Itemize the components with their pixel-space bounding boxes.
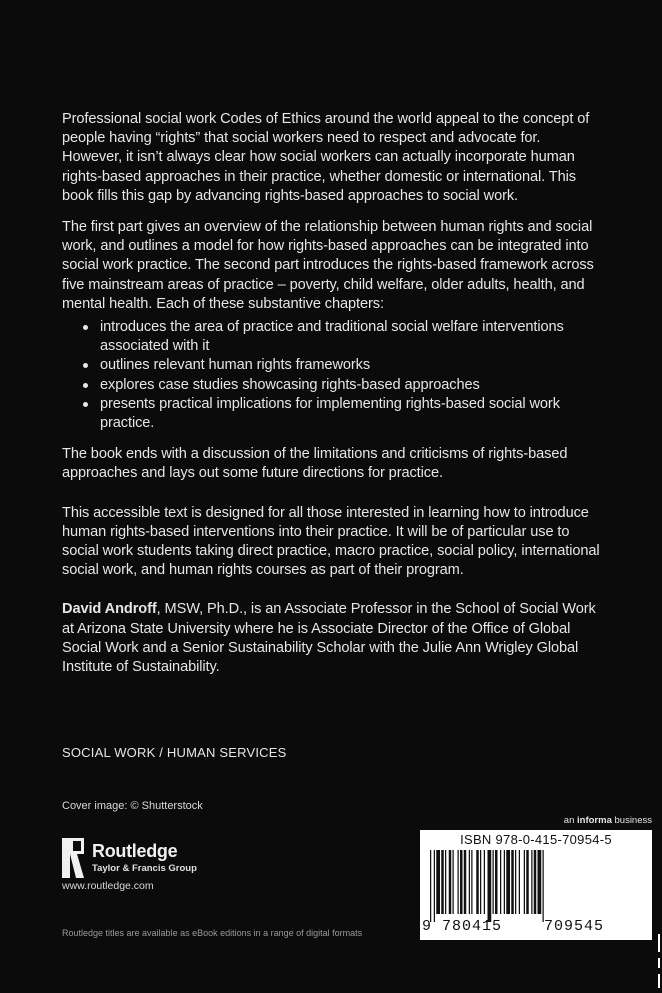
- blurb-paragraph-4: This accessible text is designed for all those interested in learning how to introduce human rights-based interventions into their practice. It will be of particular use to social work students taking direct practice, macro practice, social policy, international social work, and human rights courses as part of their program.: [62, 504, 600, 579]
- back-cover-blurb: [62, 110, 602, 677]
- ebook-note: Routledge titles are available as eBook editions in a range of digital formats: [62, 928, 363, 938]
- informa-bold: informa: [577, 815, 612, 826]
- edge-mark: [655, 930, 662, 993]
- routledge-logo-icon: [62, 838, 84, 878]
- author-name: David Androff: [62, 601, 157, 618]
- publisher-name: Routledge: [92, 841, 178, 861]
- list-item: explores case studies showcasing rights-based approaches: [86, 376, 602, 395]
- barcode-group-1: 780415: [442, 918, 503, 935]
- list-item: presents practical implications for implementing rights-based social work practice.: [86, 395, 602, 433]
- informa-prefix: an: [563, 815, 578, 826]
- blurb-paragraph-2: The first part gives an overview of the relationship between human rights and social work, and outlines a model for how rights-based approaches can be integrated into social work practice. The second part introduces the rights-based framework across five mainstream areas of practice – poverty, child welfare, older adults, health, and mental health. Each of these substantive chapters:: [62, 219, 594, 312]
- barcode-bars: [430, 850, 642, 922]
- blurb-paragraph-1: Professional social work Codes of Ethics around the world appeal to the concept of people having “rights” that social workers need to respect and advocate for. However, it isn’t always clear how social workers can actually incorporate human rights-based approaches in their practice, whether domestic or international. This book fills this gap by advancing rights-based approaches to social work.: [62, 111, 590, 204]
- publisher-website: www.routledge.com: [62, 880, 154, 892]
- blurb-paragraph-3: The book ends with a discussion of the limitations and criticisms of rights-based approaches and lays out some future directions for practice.: [62, 446, 568, 482]
- informa-business-tag: [420, 812, 652, 830]
- barcode-group-2: 709545: [544, 918, 605, 935]
- informa-suffix: business: [611, 815, 652, 826]
- author-bio-text: , MSW, Ph.D., is an Associate Professor in the School of Social Work at Arizona State University where he is Associate Director of the Office of Global Social Work and a Senior Sustainability Scholar with the Julie Ann Wrigley Global Institute of Sustainability.: [62, 601, 596, 676]
- subject-category: SOCIAL WORK / HUMAN SERVICES: [62, 745, 287, 760]
- chapter-features-list: [62, 318, 602, 433]
- isbn-label: ISBN 978-0-415-70954-5: [460, 832, 612, 847]
- barcode-lead-digit: 9: [422, 918, 432, 935]
- cover-image-credit: Cover image: © Shutterstock: [62, 800, 203, 812]
- publisher-logo: [62, 838, 252, 878]
- author-bio: [62, 600, 602, 677]
- list-item: outlines relevant human rights frameworks: [86, 356, 602, 375]
- publisher-group: Taylor & Francis Group: [92, 863, 197, 874]
- isbn-barcode: [420, 830, 652, 940]
- list-item: introduces the area of practice and traditional social welfare interventions associated with it: [86, 318, 602, 356]
